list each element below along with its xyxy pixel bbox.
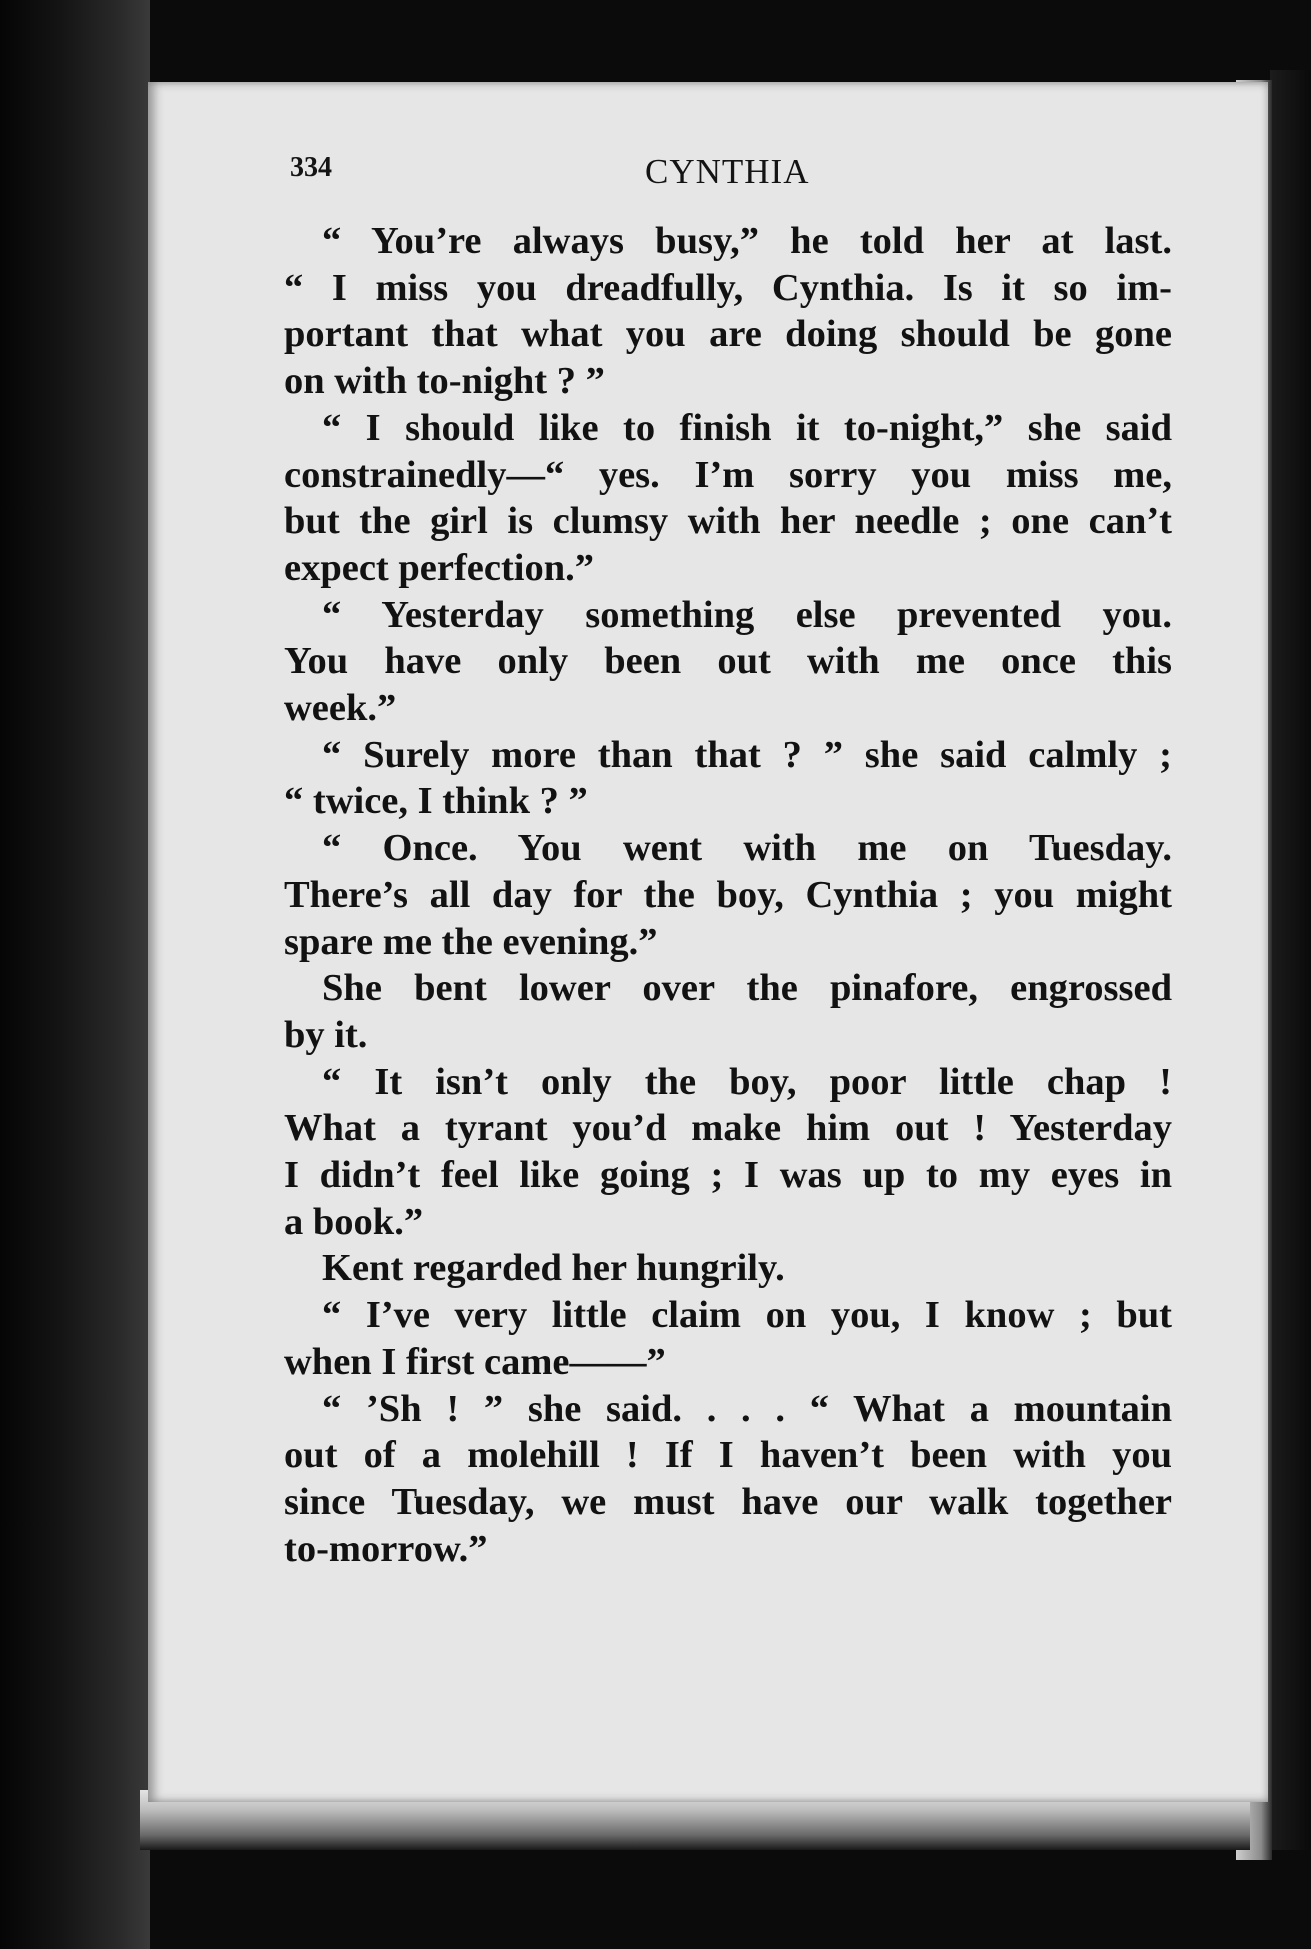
text-line: week.” bbox=[284, 687, 397, 730]
text-line: “ twice, I think ? ” bbox=[284, 780, 588, 823]
text-line: portant that what you are doing should be gone bbox=[284, 313, 1172, 356]
text-line: “ I’ve very little claim on you, I know ; but bbox=[322, 1294, 1172, 1337]
text-line: She bent lower over the pinafore, engrossed bbox=[322, 967, 1172, 1010]
text-line: constrainedly—“ yes. I’m sorry you miss me, bbox=[284, 453, 1172, 496]
text-line: since Tuesday, we must have our walk together bbox=[284, 1480, 1172, 1523]
text-line: when I first came——” bbox=[284, 1340, 666, 1383]
text-line: “ You’re always busy,” he told her at last. bbox=[322, 220, 1172, 262]
text-line: “ I should like to finish it to-night,” she said bbox=[322, 406, 1172, 449]
text-line: a book.” bbox=[284, 1200, 424, 1243]
text-line: out of a molehill ! If I haven’t been with you bbox=[284, 1434, 1172, 1477]
text-line: “ ’Sh ! ” she said. . . . “ What a mountain bbox=[322, 1387, 1172, 1430]
text-line: What a tyrant you’d make him out ! Yesterday bbox=[284, 1107, 1172, 1150]
page-number: 334 bbox=[290, 152, 332, 183]
text-line: There’s all day for the boy, Cynthia ; you might bbox=[284, 873, 1172, 916]
text-line: “ Once. You went with me on Tuesday. bbox=[322, 827, 1172, 870]
text-line: “ Yesterday something else prevented you. bbox=[322, 593, 1172, 636]
text-line: on with to-night ? ” bbox=[284, 360, 605, 403]
text-line: expect perfection.” bbox=[284, 546, 595, 589]
text-line: by it. bbox=[284, 1013, 368, 1056]
text-line: Kent regarded her hungrily. bbox=[322, 1247, 785, 1290]
text-line: but the girl is clumsy with her needle ; one can’t bbox=[284, 500, 1172, 543]
body-text bbox=[284, 218, 1172, 1572]
running-head: CYNTHIA bbox=[645, 152, 810, 191]
text-line: “ It isn’t only the boy, poor little chap ! bbox=[322, 1060, 1172, 1103]
text-line: “ I miss you dreadfully, Cynthia. Is it so im- bbox=[284, 266, 1172, 309]
text-line: spare me the evening.” bbox=[284, 920, 658, 963]
text-line: You have only been out with me once this bbox=[284, 640, 1172, 683]
text-line: to-morrow.” bbox=[284, 1527, 488, 1570]
text-line: I didn’t feel like going ; I was up to my eyes in bbox=[284, 1154, 1172, 1197]
text-line: “ Surely more than that ? ” she said calmly ; bbox=[322, 733, 1172, 776]
scan-background-left bbox=[0, 0, 150, 1949]
scan-background-right bbox=[1270, 70, 1311, 1850]
